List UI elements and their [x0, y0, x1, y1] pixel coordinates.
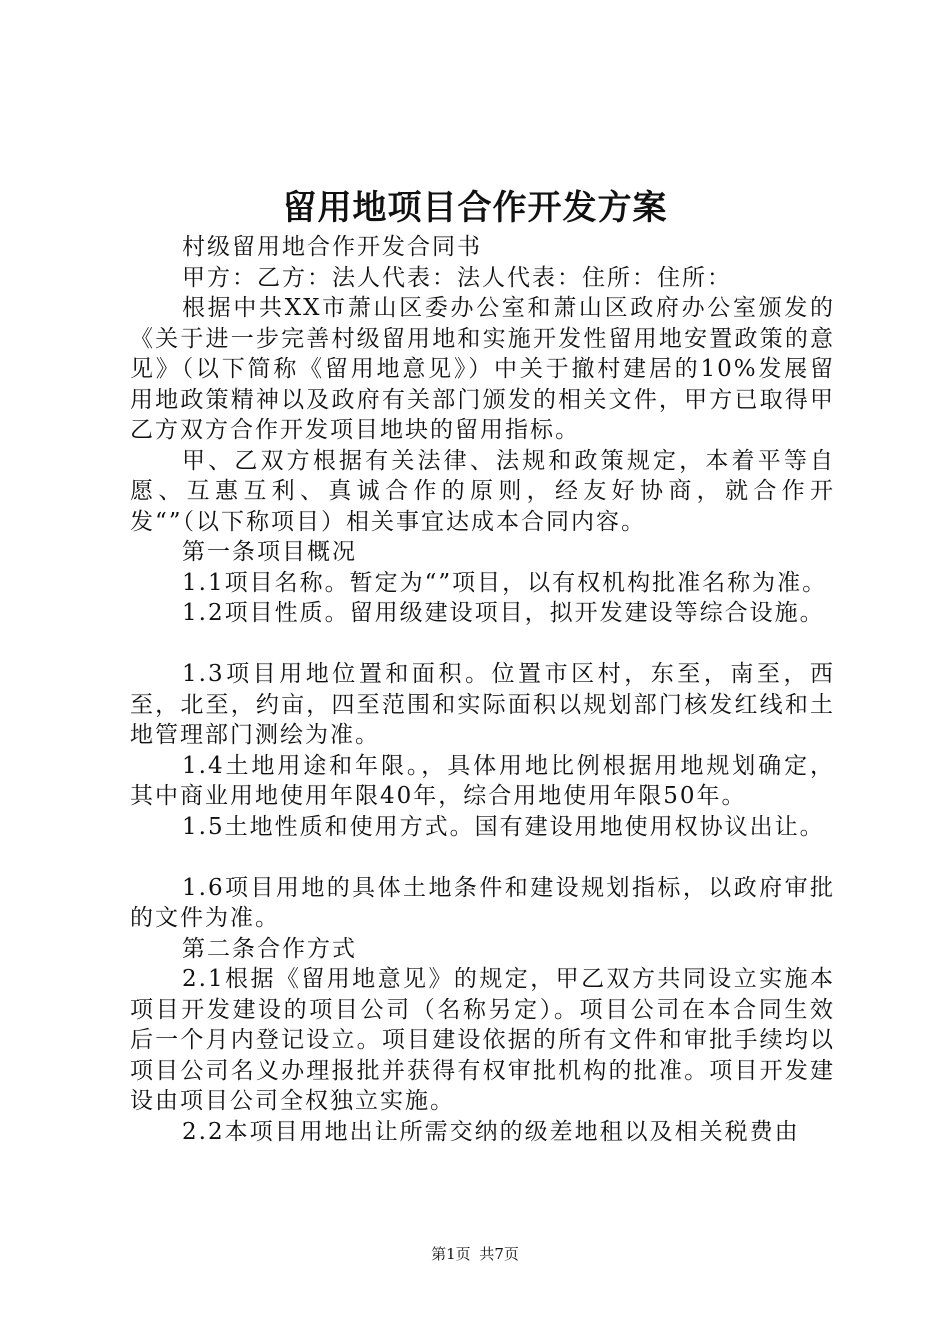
- document-title: 留用地项目合作开发方案: [282, 188, 668, 228]
- paragraph: 1.1项目名称。暂定为“”项目，以有权机构批准名称为准。: [182, 569, 828, 596]
- paragraph: 1.3项目用地位置和面积。位置市区村，东至，南至，西至，北至，约亩，四至范围和实际面积以规划部门核发红线和土地管理部门测绘为准。: [130, 661, 835, 748]
- paragraph: 村级留用地合作开发合同书: [182, 234, 482, 260]
- paragraph: 甲方：乙方：法人代表：法人代表：住所：住所：: [182, 264, 732, 291]
- paragraph: 1.5土地性质和使用方式。国有建设用地使用权协议出让。: [182, 813, 825, 840]
- section-heading: 第一条项目概况: [182, 539, 357, 565]
- paragraph: 2.1根据《留用地意见》的规定，甲乙双方共同设立实施本项目开发建设的项目公司（名称另定）。项目公司在本合同生效后一个月内登记设立。项目建设依据的所有文件和审批手续均以项目公司名义办理报批并获得有权审批机构的批准。项目开发建设由项目公司全权独立实施。: [130, 966, 835, 1114]
- document-body: [130, 232, 835, 1147]
- paragraph: 1.4土地用途和年限。，具体用地比例根据用地规划确定，其中商业用地使用年限40年，综合用地使用年限50年。: [130, 752, 835, 809]
- page-total: 共7页: [479, 1245, 519, 1263]
- paragraph: 1.2项目性质。留用级建设项目，拟开发建设等综合设施。: [182, 600, 825, 626]
- paragraph: 甲、乙双方根据有关法律、法规和政策规定，本着平等自愿、互惠互利、真诚合作的原则，经友好协商，就合作开发“”（以下称项目）相关事宜达成本合同内容。: [130, 447, 835, 535]
- page-number: 第1页: [431, 1245, 471, 1263]
- paragraph: 根据中共XX市萧山区委办公室和萧山区政府办公室颁发的《关于进一步完善村级留用地和实施开发性留用地安置政策的意见》（以下简称《留用地意见》）中关于撤村建居的10%发展留用地政策精神以及政府有关部门颁发的相关文件，甲方已取得甲乙方双方合作开发项目地块的留用指标。: [130, 295, 835, 443]
- paragraph: 1.6项目用地的具体土地条件和建设规划指标，以政府审批的文件为准。: [130, 874, 835, 931]
- section-heading: 第二条合作方式: [182, 935, 357, 962]
- page-footer: [0, 1243, 950, 1265]
- paragraph: 2.2本项目用地出让所需交纳的级差地租以及相关税费由: [182, 1118, 800, 1145]
